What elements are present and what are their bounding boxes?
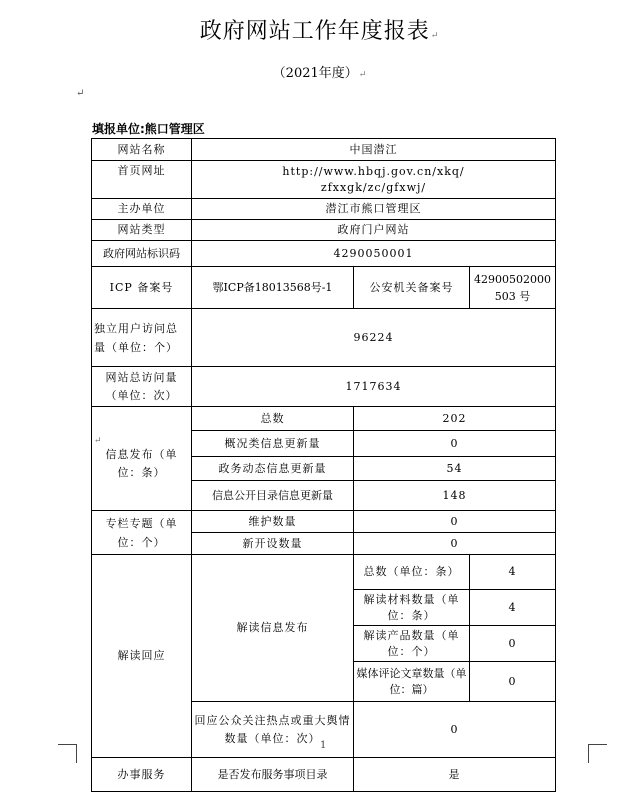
table-row — [92, 511, 556, 533]
info-item-label: 总数 — [192, 407, 354, 431]
icp-value: 鄂ICP备18013568号-1 — [192, 267, 354, 309]
info-release-label: ↵ 信息发布（单位：条） — [92, 407, 192, 511]
info-item-label: 信息公开目录信息更新量 — [192, 481, 354, 511]
info-item-label: 概况类信息更新量 — [192, 431, 354, 457]
info-item-label: 政务动态信息更新量 — [192, 457, 354, 481]
report-year: （2021年度）↵ — [272, 66, 367, 81]
table-row — [92, 555, 556, 590]
site-name-value: 中国潜江 — [192, 139, 556, 161]
police-record-value: 42900502000503 号 — [470, 267, 556, 309]
response-sub-label: 解读信息发布 — [192, 555, 354, 702]
site-name-label: 网站名称 — [92, 139, 192, 161]
report-table — [91, 138, 556, 792]
service-sub-label: 是否发布服务事项目录 — [192, 758, 354, 792]
host-label: 主办单位 — [92, 199, 192, 220]
service-label: 办事服务 — [92, 758, 192, 792]
site-type-value: 政府门户网站 — [192, 220, 556, 241]
response-item-value: 0 — [470, 626, 556, 662]
page-number: 1 — [320, 740, 327, 751]
column-item-label: 新开设数量 — [192, 533, 354, 555]
service-value: 是 — [354, 758, 556, 792]
crop-mark-right — [588, 744, 607, 763]
paragraph-mark: ↵ — [76, 88, 85, 99]
response-item-value: 4 — [470, 590, 556, 626]
hot-response-label: 回应公众关注热点或重大舆情数量（单位：次） — [192, 702, 354, 758]
table-row — [92, 407, 556, 431]
info-item-value: 54 — [354, 457, 556, 481]
response-label: 解读回应 — [92, 555, 192, 758]
reporting-unit: 填报单位:熊口管理区 — [92, 122, 205, 136]
response-item-value: 0 — [470, 662, 556, 702]
host-value: 潜江市熊口管理区 — [192, 199, 556, 220]
table-row — [92, 309, 556, 367]
home-url-value: http://www.hbqj.gov.cn/xkq/zfxxgk/zc/gfxwj/ — [192, 161, 556, 199]
site-id-label: 政府网站标识码 — [92, 241, 192, 267]
info-item-value: 148 — [354, 481, 556, 511]
site-id-value: 4290050001 — [192, 241, 556, 267]
column-item-value: 0 — [354, 533, 556, 555]
table-row — [92, 241, 556, 267]
visits-value: 1717634 — [192, 367, 556, 407]
column-item-label: 维护数量 — [192, 511, 354, 533]
table-row — [92, 220, 556, 241]
police-record-label: 公安机关备案号 — [354, 267, 470, 309]
site-type-label: 网站类型 — [92, 220, 192, 241]
visitors-value: 96224 — [192, 309, 556, 367]
info-item-value: 202 — [354, 407, 556, 431]
report-title: 政府网站工作年度报表↵ — [199, 19, 440, 44]
response-item-label: 解读产品数量（单位：个） — [354, 626, 470, 662]
crop-mark-left — [58, 744, 77, 763]
response-item-value: 4 — [470, 555, 556, 590]
table-row — [92, 267, 556, 309]
table-row — [92, 139, 556, 161]
table-row — [92, 758, 556, 792]
response-item-label: 总数（单位：条） — [354, 555, 470, 590]
visits-label: 网站总访问量（单位：次） — [92, 367, 192, 407]
info-item-value: 0 — [354, 431, 556, 457]
response-item-label: 媒体评论文章数量（单位：篇） — [354, 662, 470, 702]
table-row — [92, 161, 556, 199]
hot-response-value: 0 — [354, 702, 556, 758]
icp-label: ICP 备案号 — [92, 267, 192, 309]
column-item-value: 0 — [354, 511, 556, 533]
column-label: 专栏专题（单位：个） — [92, 511, 192, 555]
table-row — [92, 367, 556, 407]
response-item-label: 解读材料数量（单位：条） — [354, 590, 470, 626]
home-url-label: 首页网址 — [92, 161, 192, 199]
table-row — [92, 199, 556, 220]
visitors-label: 独立用户访问总量（单位：个） — [92, 309, 192, 367]
